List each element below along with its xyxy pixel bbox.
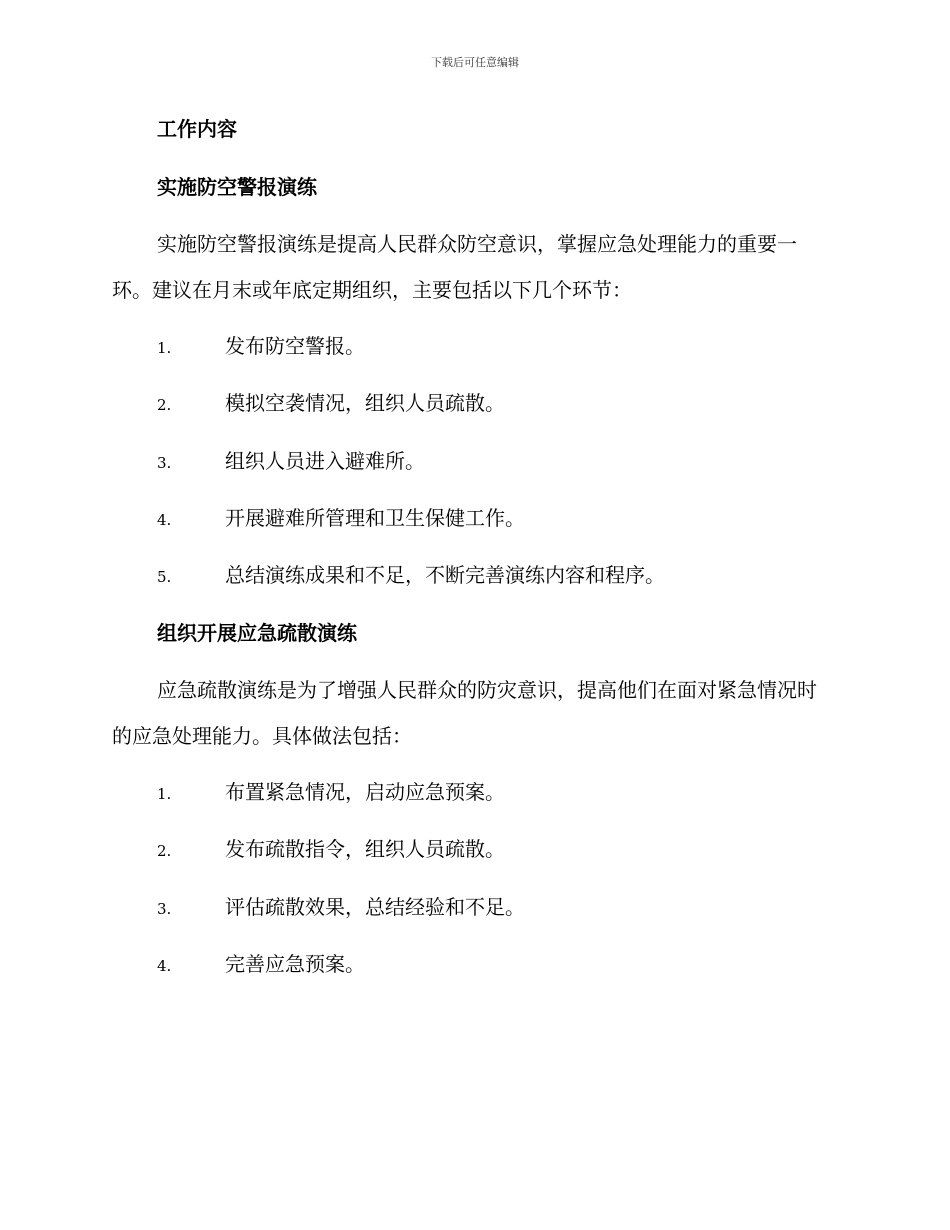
header-note: 下载后可任意编辑 — [431, 56, 519, 69]
list-item — [157, 782, 857, 806]
list-item-number: 1. — [157, 785, 172, 803]
list-item — [157, 508, 857, 532]
list-item-text: 组织人员进入避难所。 — [225, 449, 425, 473]
list-item-text: 发布疏散指令，组织人员疏散。 — [225, 837, 505, 861]
list-item — [157, 839, 857, 863]
list-item-text: 模拟空袭情况，组织人员疏散。 — [225, 391, 505, 415]
list-item-text: 完善应急预案。 — [225, 952, 365, 976]
section-heading: 组织开展应急疏散演练 — [157, 621, 357, 645]
list-item — [157, 954, 857, 978]
list-item-number: 2. — [157, 396, 172, 414]
section-paragraph: 实施防空警报演练是提高人民群众防空意识，掌握应急处理能力的重要一环。建议在月末或年底定期组织，主要包括以下几个环节： — [112, 232, 797, 302]
list-item — [157, 565, 857, 589]
list-item-text: 发布防空警报。 — [225, 334, 365, 358]
list-item — [157, 393, 857, 417]
list-item-number: 5. — [157, 568, 172, 586]
list-item-number: 1. — [157, 339, 172, 357]
list-item-number: 2. — [157, 842, 172, 860]
list-item — [157, 451, 857, 475]
list-item — [157, 336, 857, 360]
list-item-text: 总结演练成果和不足，不断完善演练内容和程序。 — [225, 563, 665, 587]
list-item-number: 3. — [157, 454, 172, 472]
list-item-text: 开展避难所管理和卫生保健工作。 — [225, 506, 525, 530]
list-item-number: 4. — [157, 511, 172, 529]
list-item-number: 3. — [157, 900, 172, 918]
list-item — [157, 897, 857, 921]
page-title: 工作内容 — [157, 117, 237, 141]
list-item-text: 评估疏散效果，总结经验和不足。 — [225, 895, 525, 919]
section-heading: 实施防空警报演练 — [157, 175, 317, 199]
list-item-number: 4. — [157, 957, 172, 975]
section-paragraph: 应急疏散演练是为了增强人民群众的防灾意识，提高他们在面对紧急情况时的应急处理能力。具体做法包括： — [112, 678, 817, 748]
list-item-text: 布置紧急情况，启动应急预案。 — [225, 780, 505, 804]
